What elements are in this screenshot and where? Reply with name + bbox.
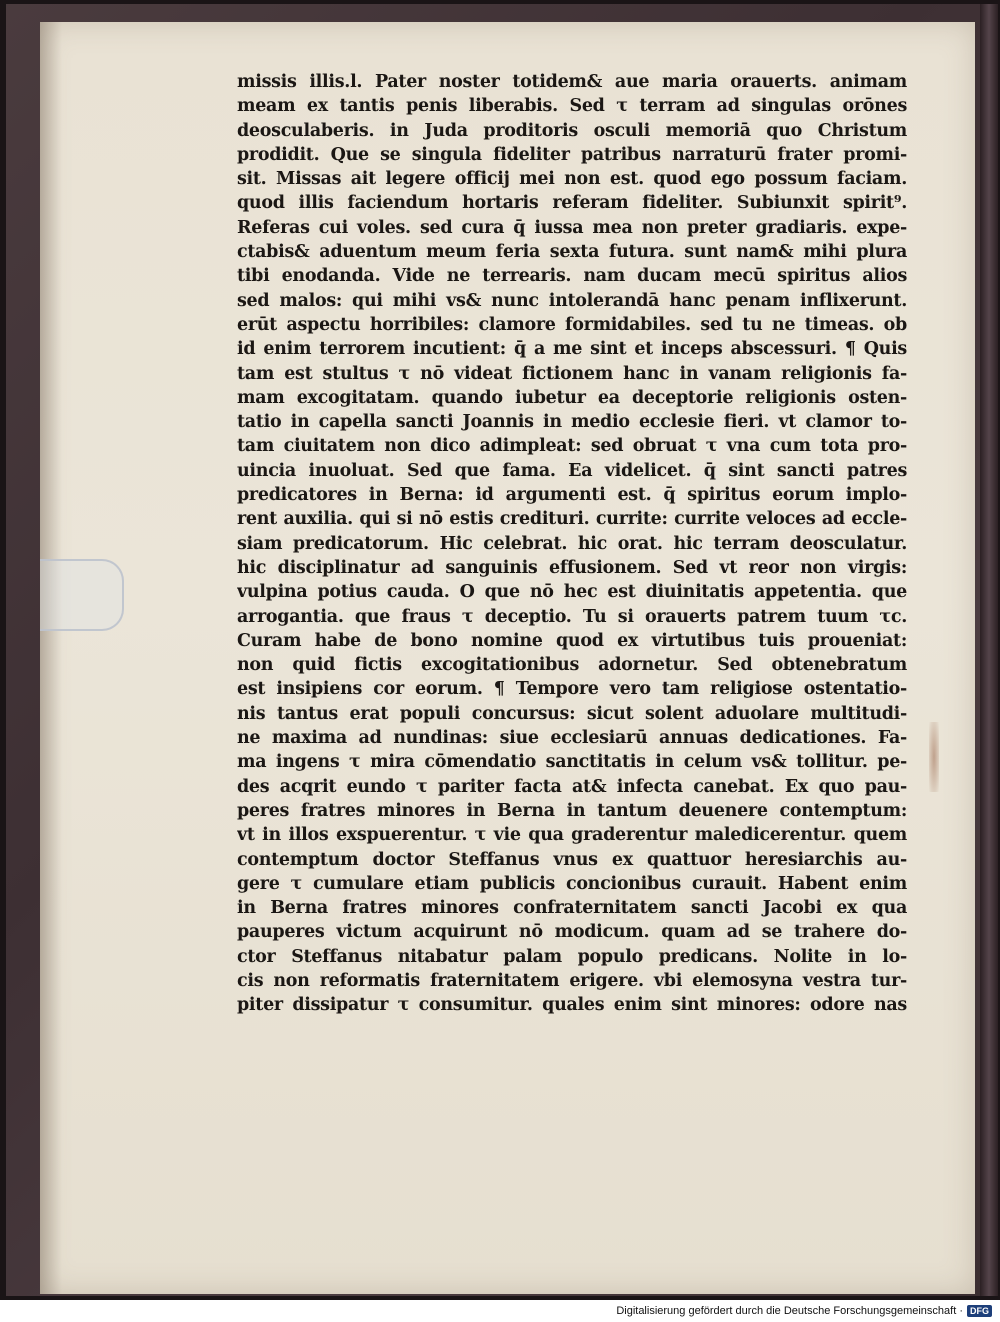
footer-credit: Digitalisierung gefördert durch die Deutsche Forschungsgemeinschaft · xyxy=(616,1305,963,1317)
text-line: ne maxima ad nundinas: siue ecclesiarū annuas dedicationes. Fa- xyxy=(237,728,907,749)
page-gutter-shadow xyxy=(40,22,62,1294)
text-line: vulpina potius cauda. O que nō hec est diuinitatis appetentia. que xyxy=(237,582,907,603)
text-line: in Berna fratres minores confraternitatem sancti Jacobi ex qua xyxy=(237,898,907,919)
text-line: Referas cui voles. sed cura q̄ iussa mea non preter gradiaris. expe- xyxy=(237,217,907,238)
text-line: tatio in capella sancti Joannis in medio ecclesie fieri. vt clamor to- xyxy=(237,412,907,433)
text-line: sed malos: qui mihi vs& nunc intolerandā hanc penam inflixerunt. xyxy=(237,290,907,311)
dfg-logo-icon: DFG xyxy=(967,1305,992,1317)
text-line: peres fratres minores in Berna in tantum deuenere contemptum: xyxy=(237,800,907,821)
text-line: tam est stultus τ nō videat fictionem hanc in vanam religionis fa- xyxy=(237,363,907,384)
text-line: ctabis& aduentum meum feria sexta futura. sunt nam& mihi plura xyxy=(237,242,907,263)
footer xyxy=(0,1300,1000,1322)
board-edge xyxy=(980,4,998,1296)
text-block xyxy=(237,70,907,1018)
text-line: sit. Missas ait legere officij mei non est. quod ego possum faciam. xyxy=(237,169,907,190)
text-line: pauperes victum acquirunt nō modicum. quam ad se trahere do- xyxy=(237,922,907,943)
text-line: siam predicatorum. Hic celebrat. hic orat. hic terram deosculatur. xyxy=(237,533,907,554)
text-line: piter dissipatur τ consumitur. quales enim sint minores: odore nas xyxy=(237,995,907,1016)
text-line: ctor Steffanus nitabatur palam populo predicans. Nolite in lo- xyxy=(237,946,907,967)
text-line: tam ciuitatem non dico adimpleat: sed obruat τ vna cum tota pro- xyxy=(237,436,907,457)
text-line: predicatores in Berna: id argumenti est. q̄ spiritus eorum implo- xyxy=(237,485,907,506)
text-line: gere τ cumulare etiam publicis concionibus curauit. Habent enim xyxy=(237,873,907,894)
page-stain xyxy=(929,722,939,792)
text-line: rent auxilia. qui si nō estis credituri. currite: currite veloces ad eccle- xyxy=(237,509,907,530)
text-line: mam excogitatam. quando iubetur ea deceptorie religionis osten- xyxy=(237,387,907,408)
text-line: Curam habe de bono nomine quod ex virtutibus tuis proueniat: xyxy=(237,630,907,651)
text-line: arrogantia. que fraus τ deceptio. Tu si orauerts patrem tuum τc. xyxy=(237,606,907,627)
text-line: hic disciplinatur ad sanguinis effusionem. Sed vt reor non virgis: xyxy=(237,557,907,578)
text-line: cis non reformatis fraternitatem erigere. vbi elemosyna vestra tur- xyxy=(237,970,907,991)
text-line: vt in illos exspuerentur. τ vie qua graderentur maledicerentur. quem xyxy=(237,825,907,846)
text-line: non quid fictis excogitationibus adornetur. Sed obtenebratum xyxy=(237,655,907,676)
text-line: missis illis.l. Pater noster totidem& aue maria orauerts. animam xyxy=(237,72,907,92)
text-line: ma ingens τ mira cōmendatio sanctitatis in celum vs& tollitur. pe- xyxy=(237,752,907,773)
text-line: deosculaberis. in Juda proditoris osculi memoriā quo Christum xyxy=(237,120,907,141)
text-line: nis tantus erat populi concursus: sicut solent aduolare multitudi- xyxy=(237,703,907,724)
text-line: est insipiens cor eorum. ¶ Tempore vero tam religiose ostentatio- xyxy=(237,679,907,700)
text-line: contemptum doctor Steffanus vnus ex quattuor heresiarchis au- xyxy=(237,849,907,870)
text-line: quod illis faciendum hortaris referam fideliter. Subiunxit spirit⁹. xyxy=(237,193,907,214)
text-line: id enim terrorem incutient: q̄ a me sint et inceps abscessuri. ¶ Quis xyxy=(237,339,907,360)
text-line: prodidit. Que se singula fideliter patribus narraturū frater promi- xyxy=(237,144,907,165)
text-line: des acqrit eundo τ pariter facta at& infecta canebat. Ex quo pau- xyxy=(237,776,907,797)
text-line: uincia inuoluat. Sed que fama. Ea videlicet. q̄ sint sancti patres xyxy=(237,460,907,481)
text-line: erūt aspectu horribiles: clamore formidabiles. sed tu ne timeas. ob xyxy=(237,314,907,335)
page-clip xyxy=(40,559,124,631)
text-line: meam ex tantis penis liberabis. Sed τ terram ad singulas orōnes xyxy=(237,96,907,117)
text-line: tibi enodanda. Vide ne terrearis. nam ducam mecū spiritus alios xyxy=(237,266,907,287)
